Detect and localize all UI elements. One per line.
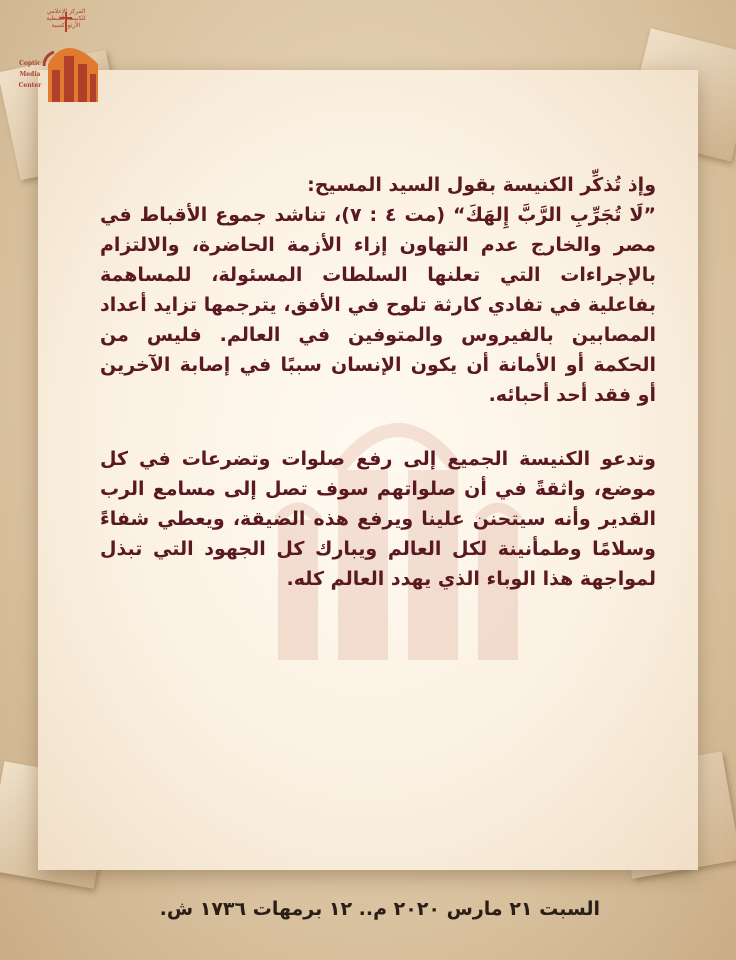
coptic-media-center-logo [8,6,118,116]
statement-paragraph-2: وتدعو الكنيسة الجميع إلى رفع صلوات وتضرعات في كل موضع، واثقةً في أن صلواتهم سوف تصل إلى مسامع الرب القدير وأنه سيتحنن علينا ويرفع هذه الضيقة، ويعطي شفاءً وسلامًا وطمأنينة لكل العالم ويبارك كل الجهود التي تبذل لمواجهة هذا الوباء الذي يهدد العالم كله. [100,448,656,590]
logo-title-line: للكنيسة القبطية الأرثوذكسية [46,15,86,29]
statement-date: السبت ٢١ مارس ٢٠٢٠ م.. ١٢ برمهات ١٧٣٦ ش. [159,898,600,920]
statement-heading: وإذ تُذكِّر الكنيسة بقول السيد المسيح: [307,174,656,196]
statement-paragraph-1 [100,170,656,410]
logo-caption-line: Media [19,71,41,78]
statement-body [100,170,656,594]
statement-paragraph-1-text: ”لَا تُجَرِّبِ الرَّبَّ إِلهَكَ“ (مت ٤ : ٧)، تناشد جموع الأقباط في مصر والخارج عدم التهاون إزاء الأزمة الحاضرة، والالتزام بالإجراءات التي تعلنها السلطات المسئولة، للمساهمة بفاعلية في تفادي كارثة تلوح في الأفق، يترجمها تزايد أعداد المصابين بالفيروس والمتوفين في العالم. فليس من الحكمة أو الأمانة أن يكون الإنسان سببًا في إصابة الآخرين أو فقد أحد أحبائه. [100,204,656,406]
logo-caption-line: Center [18,82,42,89]
logo-title-line: المركز الإعلامي [46,8,86,15]
logo-caption-line: Coptic [19,60,41,67]
logo-arabic-title [36,8,96,29]
logo-caption [12,58,48,91]
